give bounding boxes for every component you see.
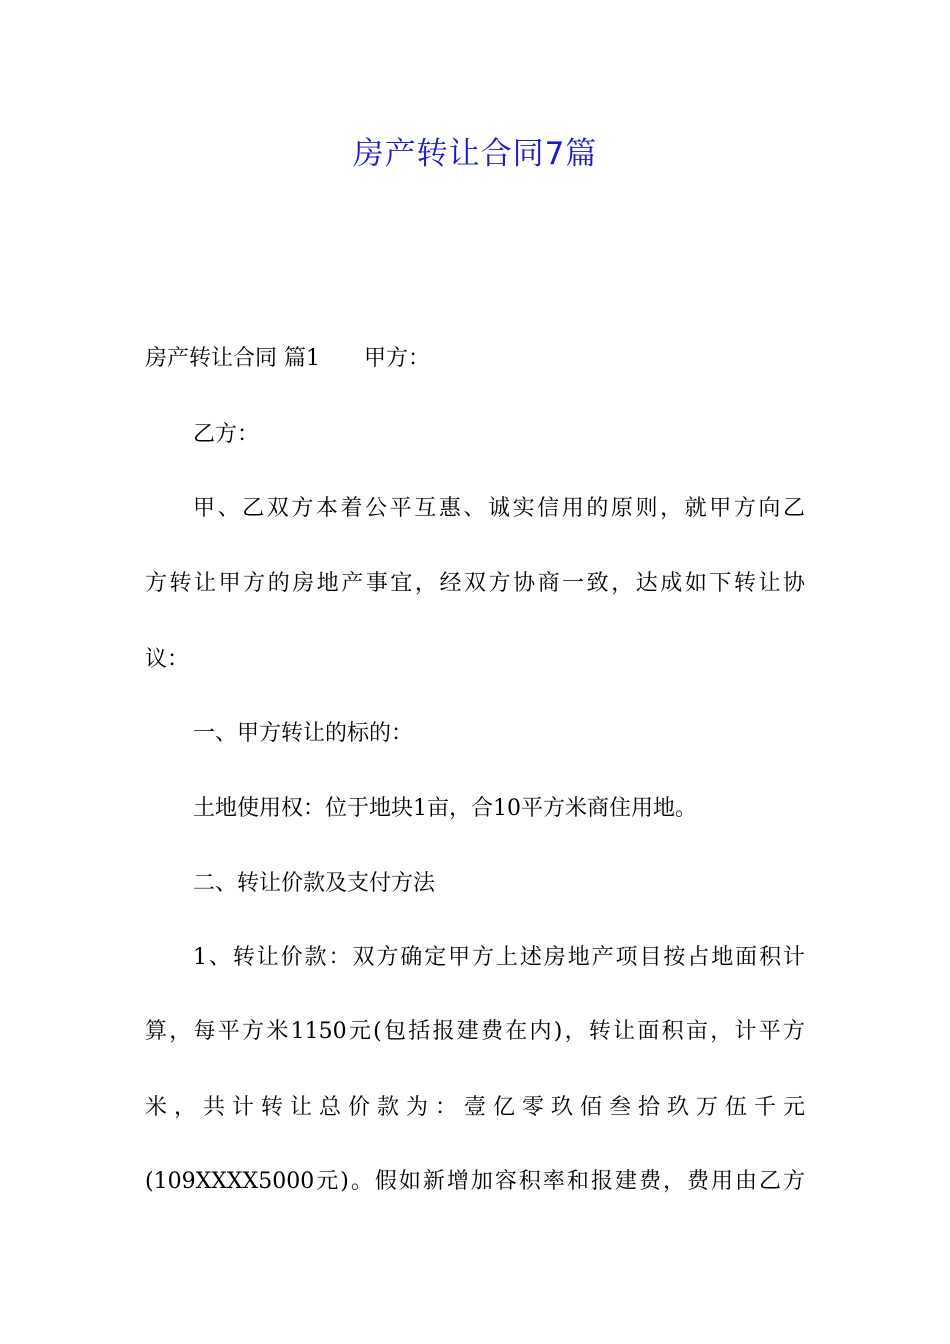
section-2-line-1: 1、转让价款：双方确定甲方上述房地产项目按占地面积计	[193, 945, 805, 970]
section-2-line-2: 算，每平方米1150元(包括报建费在内)，转让面积亩，计平方	[145, 1019, 805, 1044]
party-a-label: 甲方：	[364, 346, 431, 371]
section-1-title: 一、甲方转让的标的：	[193, 721, 414, 746]
party-b-label: 乙方：	[193, 422, 260, 447]
intro-line-2: 方转让甲方的房地产事宜，经双方协商一致，达成如下转让协	[145, 571, 805, 596]
document-title: 房产转让合同7篇	[352, 136, 598, 172]
section-2-line-4: (109XXXX5000元)。假如新增加容积率和报建费，费用由乙方	[145, 1169, 805, 1194]
section-1-body: 土地使用权：位于地块1亩，合10平方米商住用地。	[193, 796, 697, 821]
intro-line-1: 甲、乙双方本着公平互惠、诚实信用的原则，就甲方向乙	[193, 496, 805, 521]
section-2-line-3: 米，共计转让总价款为：壹亿零玖佰叁拾玖万伍千元	[145, 1095, 805, 1120]
intro-line-3: 议：	[145, 647, 190, 672]
contract-heading: 房产转让合同 篇1	[145, 346, 320, 371]
heading-line	[145, 344, 805, 374]
section-2-title: 二、转让价款及支付方法	[193, 871, 436, 896]
